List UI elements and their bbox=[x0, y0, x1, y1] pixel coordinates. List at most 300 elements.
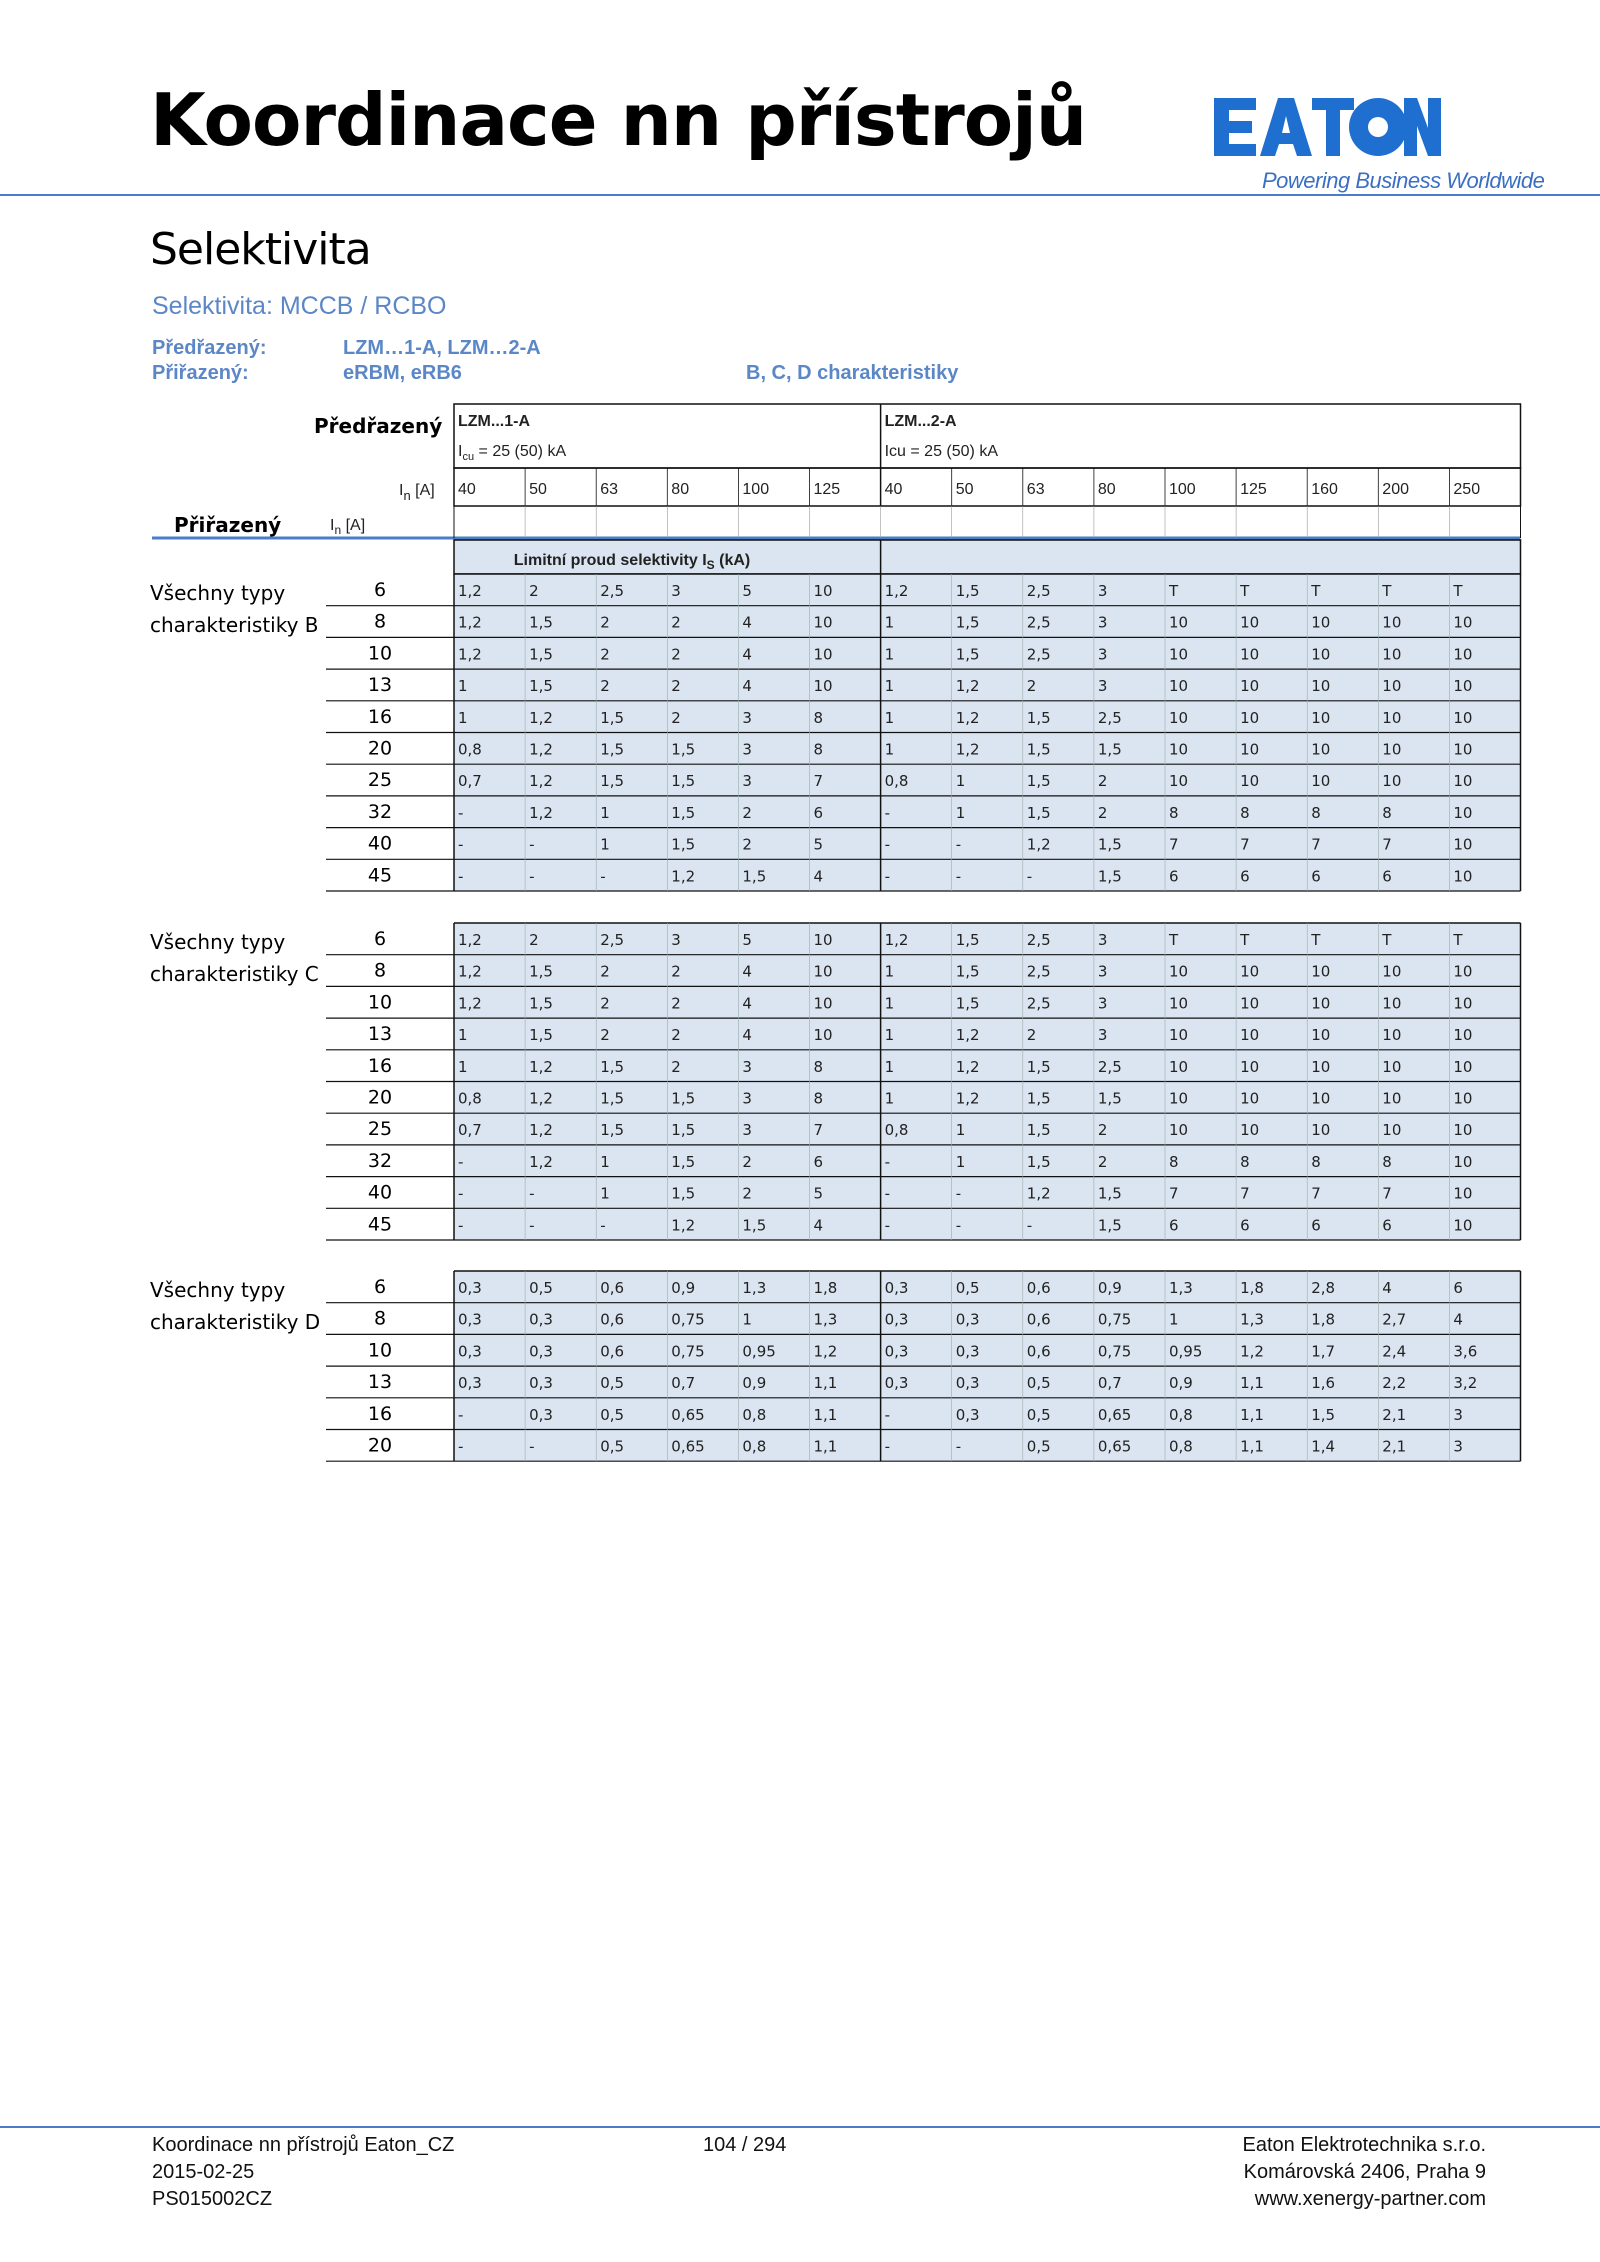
selectivity-value: 10 bbox=[1382, 708, 1402, 727]
selectivity-value: 0,7 bbox=[458, 1121, 482, 1140]
selectivity-value: 0,65 bbox=[1097, 1405, 1132, 1424]
selectivity-value: - bbox=[884, 867, 891, 886]
selectivity-value: 6 bbox=[813, 803, 824, 822]
selectivity-value: 1,5 bbox=[742, 1216, 767, 1235]
selectivity-value: 1,5 bbox=[1026, 740, 1051, 759]
selectivity-value: 0,3 bbox=[529, 1310, 553, 1329]
logo-tagline: Powering Business Worldwide bbox=[1262, 168, 1545, 193]
selectivity-value: 1,5 bbox=[955, 645, 980, 664]
selectivity-value: 0,8 bbox=[458, 1089, 482, 1108]
selectivity-value: 1,2 bbox=[529, 1057, 553, 1076]
selectivity-value: 6 bbox=[1453, 1279, 1463, 1297]
in-value: 250 bbox=[1453, 481, 1481, 498]
selectivity-value: 2 bbox=[600, 994, 610, 1013]
selectivity-value: 4 bbox=[1382, 1279, 1392, 1297]
selectivity-value: 7 bbox=[1169, 835, 1179, 854]
group-label-line2: charakteristiky B bbox=[150, 613, 319, 637]
selectivity-value: 0,8 bbox=[458, 740, 482, 759]
selectivity-value: 2 bbox=[742, 803, 752, 822]
selectivity-value: 10 bbox=[1382, 1089, 1402, 1108]
selectivity-value: 1 bbox=[600, 1152, 610, 1171]
selectivity-value: 3 bbox=[1097, 962, 1108, 981]
selectivity-value: 1,5 bbox=[671, 803, 696, 822]
selectivity-value: 10 bbox=[1169, 994, 1189, 1013]
selectivity-value: 1 bbox=[742, 1310, 752, 1329]
row-in-value: 16 bbox=[367, 1402, 393, 1425]
selectivity-value: 6 bbox=[1311, 1216, 1321, 1235]
selectivity-value: 10 bbox=[1240, 1089, 1260, 1108]
in-value: 80 bbox=[671, 481, 690, 498]
document-title: Koordinace nn přístrojů bbox=[150, 78, 1087, 162]
selectivity-value: 1 bbox=[884, 1057, 895, 1076]
selectivity-value: 0,5 bbox=[600, 1405, 625, 1424]
selectivity-value: 1,5 bbox=[529, 677, 553, 696]
selectivity-value: 6 bbox=[1240, 867, 1250, 886]
selectivity-value: 1,1 bbox=[1240, 1405, 1264, 1424]
selectivity-value: 1 bbox=[458, 708, 468, 727]
selectivity-value: 3 bbox=[1097, 931, 1108, 949]
group-label-line2: charakteristiky D bbox=[150, 1310, 321, 1334]
selectivity-value: 8 bbox=[1382, 803, 1392, 822]
selectivity-value: 10 bbox=[1169, 1121, 1189, 1140]
characteristic-group bbox=[150, 923, 1521, 1240]
selectivity-value: 0,6 bbox=[1026, 1310, 1051, 1329]
selectivity-value: T bbox=[1382, 931, 1392, 949]
selectivity-value: 2 bbox=[529, 582, 539, 600]
selectivity-value: 1,5 bbox=[955, 582, 980, 600]
selectivity-value: 0,5 bbox=[600, 1437, 625, 1456]
row-in-value: 6 bbox=[373, 579, 387, 601]
selectivity-value: 1,5 bbox=[1026, 1121, 1051, 1140]
selectivity-value: - bbox=[884, 803, 891, 822]
selectivity-value: 2 bbox=[671, 962, 681, 981]
selectivity-value: 0,95 bbox=[1169, 1342, 1203, 1361]
row-in-value: 20 bbox=[367, 737, 393, 760]
selectivity-value: 3 bbox=[742, 1089, 752, 1108]
selectivity-value: 10 bbox=[1169, 677, 1189, 696]
selectivity-value: 2,5 bbox=[600, 582, 625, 600]
selectivity-value: 1 bbox=[955, 1121, 966, 1140]
selectivity-value: - bbox=[600, 1216, 606, 1235]
row-in-value: 20 bbox=[367, 1434, 393, 1457]
selectivity-value: 4 bbox=[742, 962, 752, 981]
selectivity-value: 10 bbox=[1382, 1026, 1402, 1045]
selectivity-value: 1,2 bbox=[813, 1342, 838, 1361]
selectivity-value: - bbox=[529, 1184, 535, 1203]
selectivity-value: 1,1 bbox=[1240, 1437, 1264, 1456]
selectivity-value: 1,5 bbox=[1097, 1089, 1122, 1108]
selectivity-value: 1,2 bbox=[955, 1057, 980, 1076]
selectivity-value: 7 bbox=[813, 772, 824, 791]
selectivity-value: 3 bbox=[1097, 582, 1108, 600]
selectivity-value: 10 bbox=[1453, 962, 1473, 981]
selectivity-value: 2,1 bbox=[1382, 1405, 1407, 1424]
selectivity-value: 10 bbox=[1311, 708, 1331, 727]
group-label-line2: charakteristiky C bbox=[150, 962, 319, 986]
selectivity-value: - bbox=[884, 1216, 891, 1235]
selectivity-value: 4 bbox=[742, 613, 752, 632]
selectivity-value: 1,5 bbox=[529, 645, 553, 664]
selectivity-value: 1,5 bbox=[671, 1184, 696, 1203]
selectivity-value: 1 bbox=[884, 613, 895, 632]
selectivity-value: 1 bbox=[884, 740, 895, 759]
section-subheading: Selektivita: MCCB / RCBO bbox=[152, 292, 447, 320]
selectivity-value: 3,6 bbox=[1453, 1342, 1478, 1361]
selectivity-value: 2 bbox=[742, 1152, 752, 1171]
in-value: 100 bbox=[742, 481, 770, 498]
selectivity-value: 2,5 bbox=[1097, 1057, 1122, 1076]
selectivity-value: 1,5 bbox=[1097, 867, 1122, 886]
selectivity-value: 1,2 bbox=[671, 1216, 696, 1235]
selectivity-value: - bbox=[458, 1152, 464, 1171]
selectivity-value: 10 bbox=[813, 931, 833, 949]
selectivity-value: 1,5 bbox=[1026, 1057, 1051, 1076]
selectivity-value: 1,2 bbox=[884, 582, 909, 600]
selectivity-value: 1,5 bbox=[742, 867, 767, 886]
selectivity-value: - bbox=[884, 835, 891, 854]
selectivity-value: 8 bbox=[1382, 1152, 1392, 1171]
selectivity-value: 0,8 bbox=[742, 1405, 767, 1424]
selectivity-value: 8 bbox=[813, 1089, 824, 1108]
selectivity-value: 0,8 bbox=[884, 1121, 909, 1140]
selectivity-value: 10 bbox=[1311, 1121, 1331, 1140]
footer-page-number: 104 / 294 bbox=[703, 2134, 787, 2156]
selectivity-value: 8 bbox=[1311, 803, 1321, 822]
selectivity-value: 8 bbox=[1169, 1152, 1179, 1171]
selectivity-value: 2 bbox=[742, 835, 752, 854]
selectivity-value: 10 bbox=[1382, 645, 1402, 664]
selectivity-value: 3 bbox=[742, 708, 752, 727]
selectivity-value: - bbox=[458, 835, 464, 854]
selectivity-value: 1,5 bbox=[1026, 803, 1051, 822]
device-icu: Icu = 25 (50) kA bbox=[884, 443, 998, 460]
selectivity-value: 2 bbox=[600, 645, 610, 664]
selectivity-value: 1,2 bbox=[529, 803, 553, 822]
selectivity-value: 0,7 bbox=[671, 1374, 696, 1393]
selectivity-value: 1,5 bbox=[955, 931, 980, 949]
selectivity-value: 0,3 bbox=[529, 1342, 553, 1361]
group-label-line1: Všechny typy bbox=[150, 1278, 286, 1302]
selectivity-value: 7 bbox=[1382, 1184, 1392, 1203]
selectivity-value: 10 bbox=[1382, 740, 1402, 759]
selectivity-value: 1 bbox=[884, 1089, 895, 1108]
selectivity-value: 1,5 bbox=[1026, 1089, 1051, 1108]
selectivity-value: 1,5 bbox=[671, 1152, 696, 1171]
selectivity-value: 4 bbox=[813, 867, 824, 886]
row-in-value: 10 bbox=[367, 1339, 393, 1362]
selectivity-value: 10 bbox=[813, 1026, 833, 1045]
selectivity-value: 6 bbox=[1311, 867, 1321, 886]
selectivity-value: 2 bbox=[671, 994, 681, 1013]
selectivity-value: 10 bbox=[1240, 645, 1260, 664]
selectivity-value: 3 bbox=[742, 772, 752, 791]
selectivity-value: 1 bbox=[884, 994, 895, 1013]
selectivity-value: 2 bbox=[1097, 1152, 1108, 1171]
selectivity-value: 1,1 bbox=[813, 1374, 838, 1393]
selectivity-value: - bbox=[529, 1216, 535, 1235]
selectivity-value: 2,4 bbox=[1382, 1342, 1407, 1361]
selectivity-value: 1,5 bbox=[955, 962, 980, 981]
selectivity-value: 2 bbox=[671, 1026, 681, 1045]
selectivity-value: 10 bbox=[1453, 1152, 1473, 1171]
selectivity-value: 10 bbox=[1240, 1121, 1260, 1140]
in-value: 50 bbox=[529, 481, 547, 498]
selectivity-value: - bbox=[529, 1437, 535, 1456]
selectivity-value: 1,1 bbox=[813, 1437, 838, 1456]
footer-web: www.xenergy-partner.com bbox=[1254, 2188, 1486, 2210]
selectivity-value: 10 bbox=[1240, 613, 1260, 632]
selectivity-value: 8 bbox=[1240, 1152, 1250, 1171]
selectivity-value: 3 bbox=[1097, 613, 1108, 632]
selectivity-value: 2 bbox=[671, 677, 681, 696]
selectivity-value: - bbox=[529, 835, 535, 854]
selectivity-value: 10 bbox=[813, 677, 833, 696]
selectivity-value: 6 bbox=[1382, 1216, 1392, 1235]
selectivity-value: 1,5 bbox=[1097, 740, 1122, 759]
selectivity-value: 5 bbox=[742, 582, 752, 600]
selectivity-value: 2 bbox=[600, 962, 610, 981]
selectivity-value: 1,2 bbox=[671, 867, 696, 886]
selectivity-value: 1 bbox=[884, 1026, 895, 1045]
selectivity-value: 10 bbox=[1382, 1057, 1402, 1076]
selectivity-value: 1,3 bbox=[1240, 1310, 1264, 1329]
device-name: LZM...2-A bbox=[884, 413, 957, 430]
selectivity-value: 0,3 bbox=[529, 1405, 553, 1424]
characteristic-group bbox=[150, 1271, 1521, 1461]
selectivity-value: 10 bbox=[1453, 994, 1473, 1013]
selectivity-value: 0,5 bbox=[955, 1279, 980, 1297]
selectivity-value: 4 bbox=[742, 994, 752, 1013]
selectivity-value: 0,9 bbox=[742, 1374, 767, 1393]
selectivity-value: 0,65 bbox=[671, 1437, 705, 1456]
downstream-value: eRBM, eRB6 bbox=[343, 362, 462, 384]
selectivity-value: 10 bbox=[1453, 835, 1473, 854]
downstream-in-label: $I_n$ [A] bbox=[330, 517, 366, 537]
selectivity-value: 1,2 bbox=[458, 613, 482, 632]
selectivity-value: 1,5 bbox=[529, 962, 553, 981]
selectivity-value: 0,9 bbox=[1169, 1374, 1193, 1393]
selectivity-value: 10 bbox=[1453, 1089, 1473, 1108]
upstream-header: Předřazený bbox=[314, 414, 443, 438]
selectivity-value: 4 bbox=[813, 1216, 824, 1235]
in-value: 100 bbox=[1169, 481, 1196, 498]
selectivity-value: 1,2 bbox=[955, 740, 980, 759]
selectivity-value: 0,5 bbox=[1026, 1374, 1051, 1393]
selectivity-value: 0,65 bbox=[671, 1405, 705, 1424]
selectivity-value: 1,5 bbox=[671, 1121, 696, 1140]
row-in-value: 8 bbox=[373, 1307, 387, 1330]
row-in-value: 32 bbox=[367, 800, 393, 823]
selectivity-value: 3 bbox=[1097, 645, 1108, 664]
selectivity-value: 0,7 bbox=[458, 772, 482, 791]
in-value: 40 bbox=[458, 481, 476, 498]
selectivity-value: 10 bbox=[1240, 772, 1260, 791]
row-in-value: 25 bbox=[367, 1118, 393, 1141]
row-in-value: 16 bbox=[367, 705, 393, 728]
selectivity-value: - bbox=[884, 1437, 891, 1456]
selectivity-value: 0,95 bbox=[742, 1342, 776, 1361]
selectivity-value: 10 bbox=[1453, 1057, 1473, 1076]
selectivity-value: T bbox=[1453, 582, 1463, 600]
group-label-line1: Všechny typy bbox=[150, 930, 286, 954]
selectivity-value: 10 bbox=[1382, 772, 1402, 791]
selectivity-value: - bbox=[529, 867, 535, 886]
selectivity-value: 1,5 bbox=[1026, 1152, 1051, 1171]
upstream-label: Předřazený: bbox=[152, 337, 267, 359]
selectivity-value: 1,5 bbox=[600, 1057, 625, 1076]
row-in-value: 40 bbox=[367, 832, 393, 855]
row-in-value: 6 bbox=[373, 1276, 387, 1298]
selectivity-value: 3,2 bbox=[1453, 1374, 1478, 1393]
selectivity-value: 2,5 bbox=[1026, 613, 1051, 632]
selectivity-value: 1,5 bbox=[529, 994, 553, 1013]
selectivity-value: 1 bbox=[600, 1184, 610, 1203]
selectivity-value: 1 bbox=[884, 677, 895, 696]
selectivity-value: 1 bbox=[600, 803, 610, 822]
selectivity-value: 8 bbox=[813, 708, 824, 727]
selectivity-value: 1,5 bbox=[600, 740, 625, 759]
selectivity-value: 4 bbox=[742, 645, 752, 664]
selectivity-value: 6 bbox=[1240, 1216, 1250, 1235]
selectivity-value: 2 bbox=[742, 1184, 752, 1203]
selectivity-value: - bbox=[1026, 1216, 1033, 1235]
selectivity-value: 2,1 bbox=[1382, 1437, 1407, 1456]
selectivity-value: 0,75 bbox=[671, 1342, 705, 1361]
selectivity-value: 2,5 bbox=[1026, 645, 1051, 664]
limit-label: Limitní proud selektivity $I_S$ (kA) bbox=[513, 552, 751, 572]
selectivity-value: 7 bbox=[1311, 1184, 1321, 1203]
characteristics-note: B, C, D charakteristiky bbox=[746, 362, 959, 384]
selectivity-value: 10 bbox=[1311, 1026, 1331, 1045]
selectivity-value: 1,3 bbox=[1169, 1279, 1193, 1297]
selectivity-value: 1 bbox=[458, 1057, 468, 1076]
selectivity-value: 1,5 bbox=[671, 740, 696, 759]
selectivity-value: 0,5 bbox=[1026, 1405, 1051, 1424]
selectivity-value: 2,5 bbox=[1026, 582, 1051, 600]
selectivity-value: 0,3 bbox=[884, 1279, 909, 1297]
selectivity-value: 0,3 bbox=[884, 1342, 909, 1361]
upstream-value: LZM…1-A, LZM…2-A bbox=[343, 337, 541, 359]
selectivity-value: 10 bbox=[1311, 772, 1331, 791]
selectivity-value: 0,8 bbox=[1169, 1405, 1193, 1424]
selectivity-value: 1,2 bbox=[529, 740, 553, 759]
selectivity-value: 1 bbox=[1169, 1310, 1179, 1329]
selectivity-value: 1,2 bbox=[458, 931, 482, 949]
selectivity-value: 0,3 bbox=[458, 1279, 482, 1297]
selectivity-value: 0,3 bbox=[458, 1342, 482, 1361]
selectivity-value: 2 bbox=[1026, 1026, 1037, 1045]
selectivity-value: 1,5 bbox=[529, 613, 553, 632]
in-value: 40 bbox=[884, 481, 903, 498]
selectivity-value: 10 bbox=[1169, 1026, 1189, 1045]
selectivity-value: 10 bbox=[1169, 772, 1189, 791]
selectivity-value: 0,3 bbox=[955, 1310, 980, 1329]
selectivity-value: 1,2 bbox=[458, 645, 482, 664]
selectivity-value: 1,2 bbox=[955, 677, 980, 696]
selectivity-value: 1,5 bbox=[1097, 1216, 1122, 1235]
selectivity-value: 6 bbox=[1169, 867, 1179, 886]
selectivity-value: 0,3 bbox=[955, 1405, 980, 1424]
row-in-value: 40 bbox=[367, 1181, 393, 1204]
selectivity-value: 3 bbox=[742, 1121, 752, 1140]
selectivity-value: - bbox=[884, 1184, 891, 1203]
selectivity-value: 1,2 bbox=[458, 582, 482, 600]
selectivity-value: 1,2 bbox=[529, 772, 553, 791]
selectivity-value: 10 bbox=[1169, 708, 1189, 727]
selectivity-value: 1,2 bbox=[1026, 835, 1051, 854]
selectivity-value: 0,6 bbox=[600, 1310, 625, 1329]
selectivity-value: 10 bbox=[1240, 740, 1260, 759]
selectivity-value: 10 bbox=[1240, 962, 1260, 981]
selectivity-value: 10 bbox=[1169, 613, 1189, 632]
characteristic-group bbox=[150, 574, 1521, 891]
selectivity-value: 0,3 bbox=[955, 1342, 980, 1361]
selectivity-value: 2 bbox=[600, 613, 610, 632]
row-in-value: 45 bbox=[367, 1213, 393, 1236]
selectivity-value: 0,75 bbox=[671, 1310, 705, 1329]
selectivity-value: 10 bbox=[1382, 994, 1402, 1013]
selectivity-value: 0,8 bbox=[742, 1437, 767, 1456]
in-value: 125 bbox=[813, 481, 841, 498]
row-in-value: 25 bbox=[367, 769, 393, 792]
selectivity-value: 0,6 bbox=[600, 1342, 625, 1361]
selectivity-value: 0,5 bbox=[600, 1374, 625, 1393]
selectivity-value: 10 bbox=[1240, 677, 1260, 696]
selectivity-value: - bbox=[458, 1184, 464, 1203]
selectivity-value: 10 bbox=[1453, 613, 1473, 632]
device-name: LZM...1-A bbox=[458, 413, 530, 430]
selectivity-value: 1,2 bbox=[529, 708, 553, 727]
selectivity-value: 10 bbox=[1311, 613, 1331, 632]
selectivity-value: 3 bbox=[1453, 1405, 1463, 1424]
row-in-value: 45 bbox=[367, 864, 393, 887]
selectivity-value: 10 bbox=[1240, 1057, 1260, 1076]
selectivity-value: 7 bbox=[1240, 835, 1250, 854]
selectivity-value: 2,7 bbox=[1382, 1310, 1407, 1329]
selectivity-value: 5 bbox=[742, 931, 752, 949]
selectivity-value: 0,65 bbox=[1097, 1437, 1132, 1456]
selectivity-value: 10 bbox=[1311, 677, 1331, 696]
selectivity-value: 1,5 bbox=[600, 1089, 625, 1108]
selectivity-value: 0,3 bbox=[955, 1374, 980, 1393]
selectivity-value: 10 bbox=[1453, 1026, 1473, 1045]
selectivity-value: 2 bbox=[600, 677, 610, 696]
selectivity-value: 2,5 bbox=[1026, 962, 1051, 981]
selectivity-value: 1,2 bbox=[529, 1089, 553, 1108]
selectivity-value: 10 bbox=[1311, 740, 1331, 759]
selectivity-value: 1,5 bbox=[671, 772, 696, 791]
selectivity-value: 10 bbox=[1169, 645, 1189, 664]
downstream-header: Přiřazený bbox=[174, 513, 282, 537]
selectivity-value: 2,5 bbox=[1026, 931, 1051, 949]
selectivity-value: 10 bbox=[1382, 1121, 1402, 1140]
selectivity-value: T bbox=[1240, 582, 1250, 600]
selectivity-value: 7 bbox=[1240, 1184, 1250, 1203]
selectivity-value: 10 bbox=[1311, 962, 1331, 981]
selectivity-value: 0,75 bbox=[1097, 1342, 1132, 1361]
selectivity-value: 0,3 bbox=[884, 1374, 909, 1393]
selectivity-value: 1,5 bbox=[1311, 1405, 1336, 1424]
selectivity-value: 7 bbox=[1169, 1184, 1179, 1203]
selectivity-value: - bbox=[600, 867, 606, 886]
selectivity-value: 10 bbox=[1311, 645, 1331, 664]
selectivity-value: 1,2 bbox=[529, 1121, 553, 1140]
selectivity-value: - bbox=[884, 1405, 891, 1424]
selectivity-value: T bbox=[1382, 582, 1392, 600]
selectivity-value: 1,5 bbox=[600, 1121, 625, 1140]
selectivity-value: 10 bbox=[1240, 1026, 1260, 1045]
selectivity-value: 10 bbox=[1382, 613, 1402, 632]
